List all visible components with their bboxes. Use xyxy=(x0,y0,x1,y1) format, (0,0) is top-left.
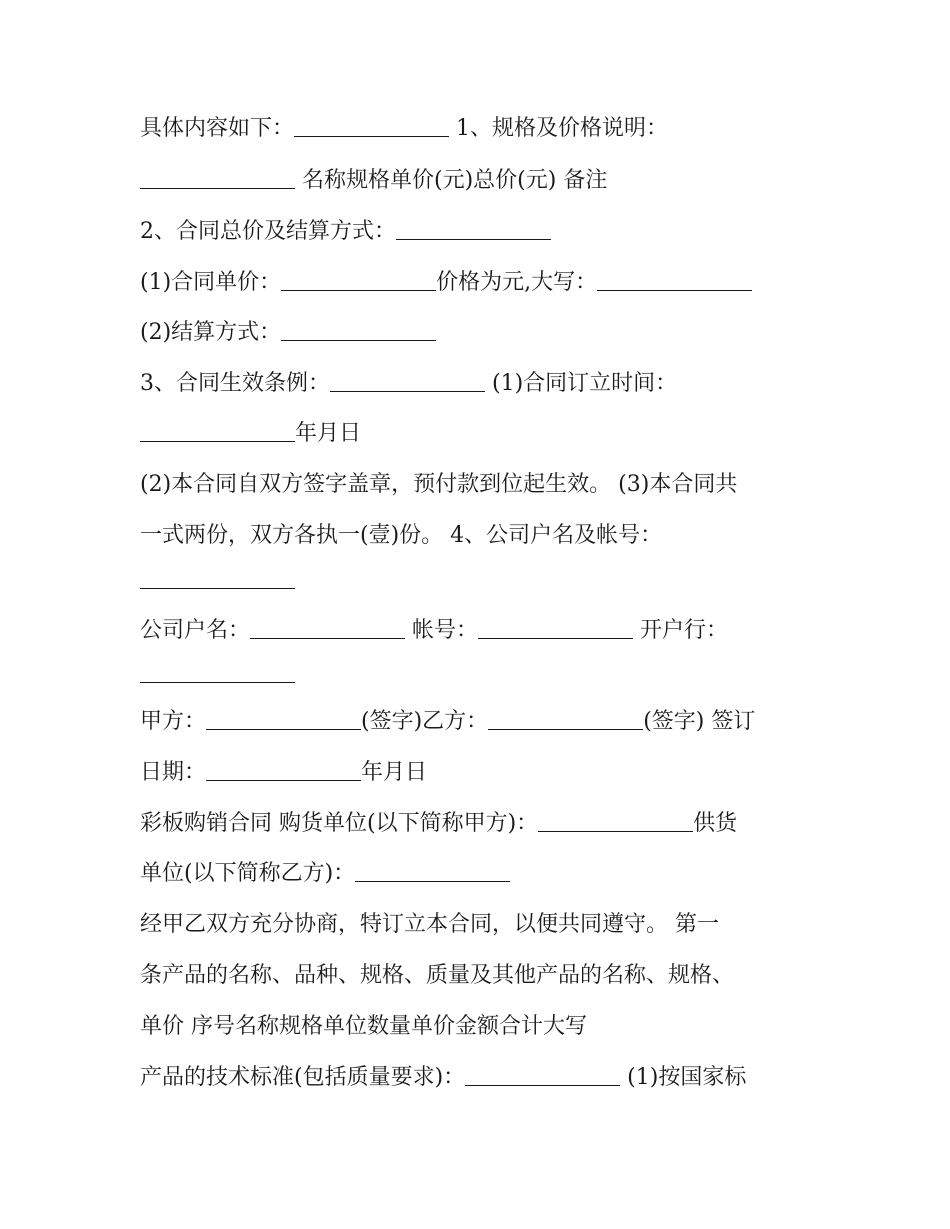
text-segment: (签字) 签订 xyxy=(643,709,756,734)
text-line xyxy=(140,1063,820,1093)
text-line xyxy=(140,660,820,690)
text-line xyxy=(140,166,820,196)
fill-in-blank xyxy=(206,758,361,781)
text-segment: 开户行： xyxy=(633,618,729,643)
text-segment: 公司户名： xyxy=(140,618,251,643)
text-segment: 2、合同总价及结算方式： xyxy=(140,219,396,244)
text-segment: (2)结算方式： xyxy=(140,320,282,345)
text-segment: 甲方： xyxy=(140,709,207,734)
fill-in-blank xyxy=(538,809,693,832)
fill-in-blank xyxy=(140,566,295,589)
text-segment: 价格为元,大写： xyxy=(436,270,598,295)
text-segment: (2)本合同自双方签字盖章，预付款到位起生效。 (3)本合同共 xyxy=(140,472,738,497)
text-line xyxy=(140,419,820,449)
text-segment: 一式两份，双方各执一(壹)份。 4、公司户名及帐号： xyxy=(140,523,663,548)
text-segment: (1)按国家标 xyxy=(620,1065,747,1090)
fill-in-blank xyxy=(206,707,361,730)
text-segment: (1)合同订立时间： xyxy=(485,371,678,396)
text-segment: 产品的技术标准(包括质量要求)： xyxy=(140,1065,466,1090)
text-segment: 具体内容如下： xyxy=(140,116,295,141)
fill-in-blank xyxy=(355,859,510,882)
fill-in-blank xyxy=(281,268,436,291)
text-line xyxy=(140,217,820,247)
text-line xyxy=(140,616,820,646)
text-segment: 名称规格单价(元)总价(元) 备注 xyxy=(295,168,608,193)
fill-in-blank xyxy=(330,369,485,392)
text-segment: 1、规格及价格说明： xyxy=(449,116,669,141)
text-segment: 条产品的名称、品种、规格、质量及其他产品的名称、规格、 xyxy=(140,963,735,988)
text-line xyxy=(140,369,820,399)
fill-in-blank xyxy=(478,616,633,639)
text-line xyxy=(140,318,820,348)
text-segment: 日期： xyxy=(140,760,207,785)
text-line xyxy=(140,470,820,500)
text-segment: 年月日 xyxy=(361,760,428,785)
text-line xyxy=(140,566,820,596)
fill-in-blank xyxy=(140,660,295,683)
text-line xyxy=(140,910,820,940)
fill-in-blank xyxy=(250,616,405,639)
fill-in-blank xyxy=(465,1063,620,1086)
text-segment: 单价 序号名称规格单位数量单价金额合计大写 xyxy=(140,1014,587,1039)
text-segment: 彩板购销合同 购货单位(以下简称甲方)： xyxy=(140,811,539,836)
text-line xyxy=(140,268,820,298)
text-segment: (签字)乙方： xyxy=(361,709,489,734)
text-segment: 经甲乙双方充分协商，特订立本合同，以便共同遵守。 第一 xyxy=(140,912,719,937)
fill-in-blank xyxy=(488,707,643,730)
text-segment: (1)合同单价： xyxy=(140,270,282,295)
fill-in-blank xyxy=(597,268,752,291)
text-segment: 帐号： xyxy=(405,618,479,643)
text-line xyxy=(140,707,820,737)
fill-in-blank xyxy=(396,217,551,240)
fill-in-blank xyxy=(294,114,449,137)
text-line xyxy=(140,521,820,551)
text-line xyxy=(140,1012,820,1042)
text-segment: 3、合同生效条例： xyxy=(140,371,330,396)
text-line xyxy=(140,114,820,144)
text-segment: 供货 xyxy=(693,811,738,836)
text-line xyxy=(140,859,820,889)
text-line xyxy=(140,961,820,991)
fill-in-blank xyxy=(140,419,295,442)
text-line xyxy=(140,809,820,839)
text-segment: 年月日 xyxy=(295,421,362,446)
text-line xyxy=(140,758,820,788)
fill-in-blank xyxy=(140,166,295,189)
text-segment: 单位(以下简称乙方)： xyxy=(140,861,356,886)
fill-in-blank xyxy=(281,318,436,341)
